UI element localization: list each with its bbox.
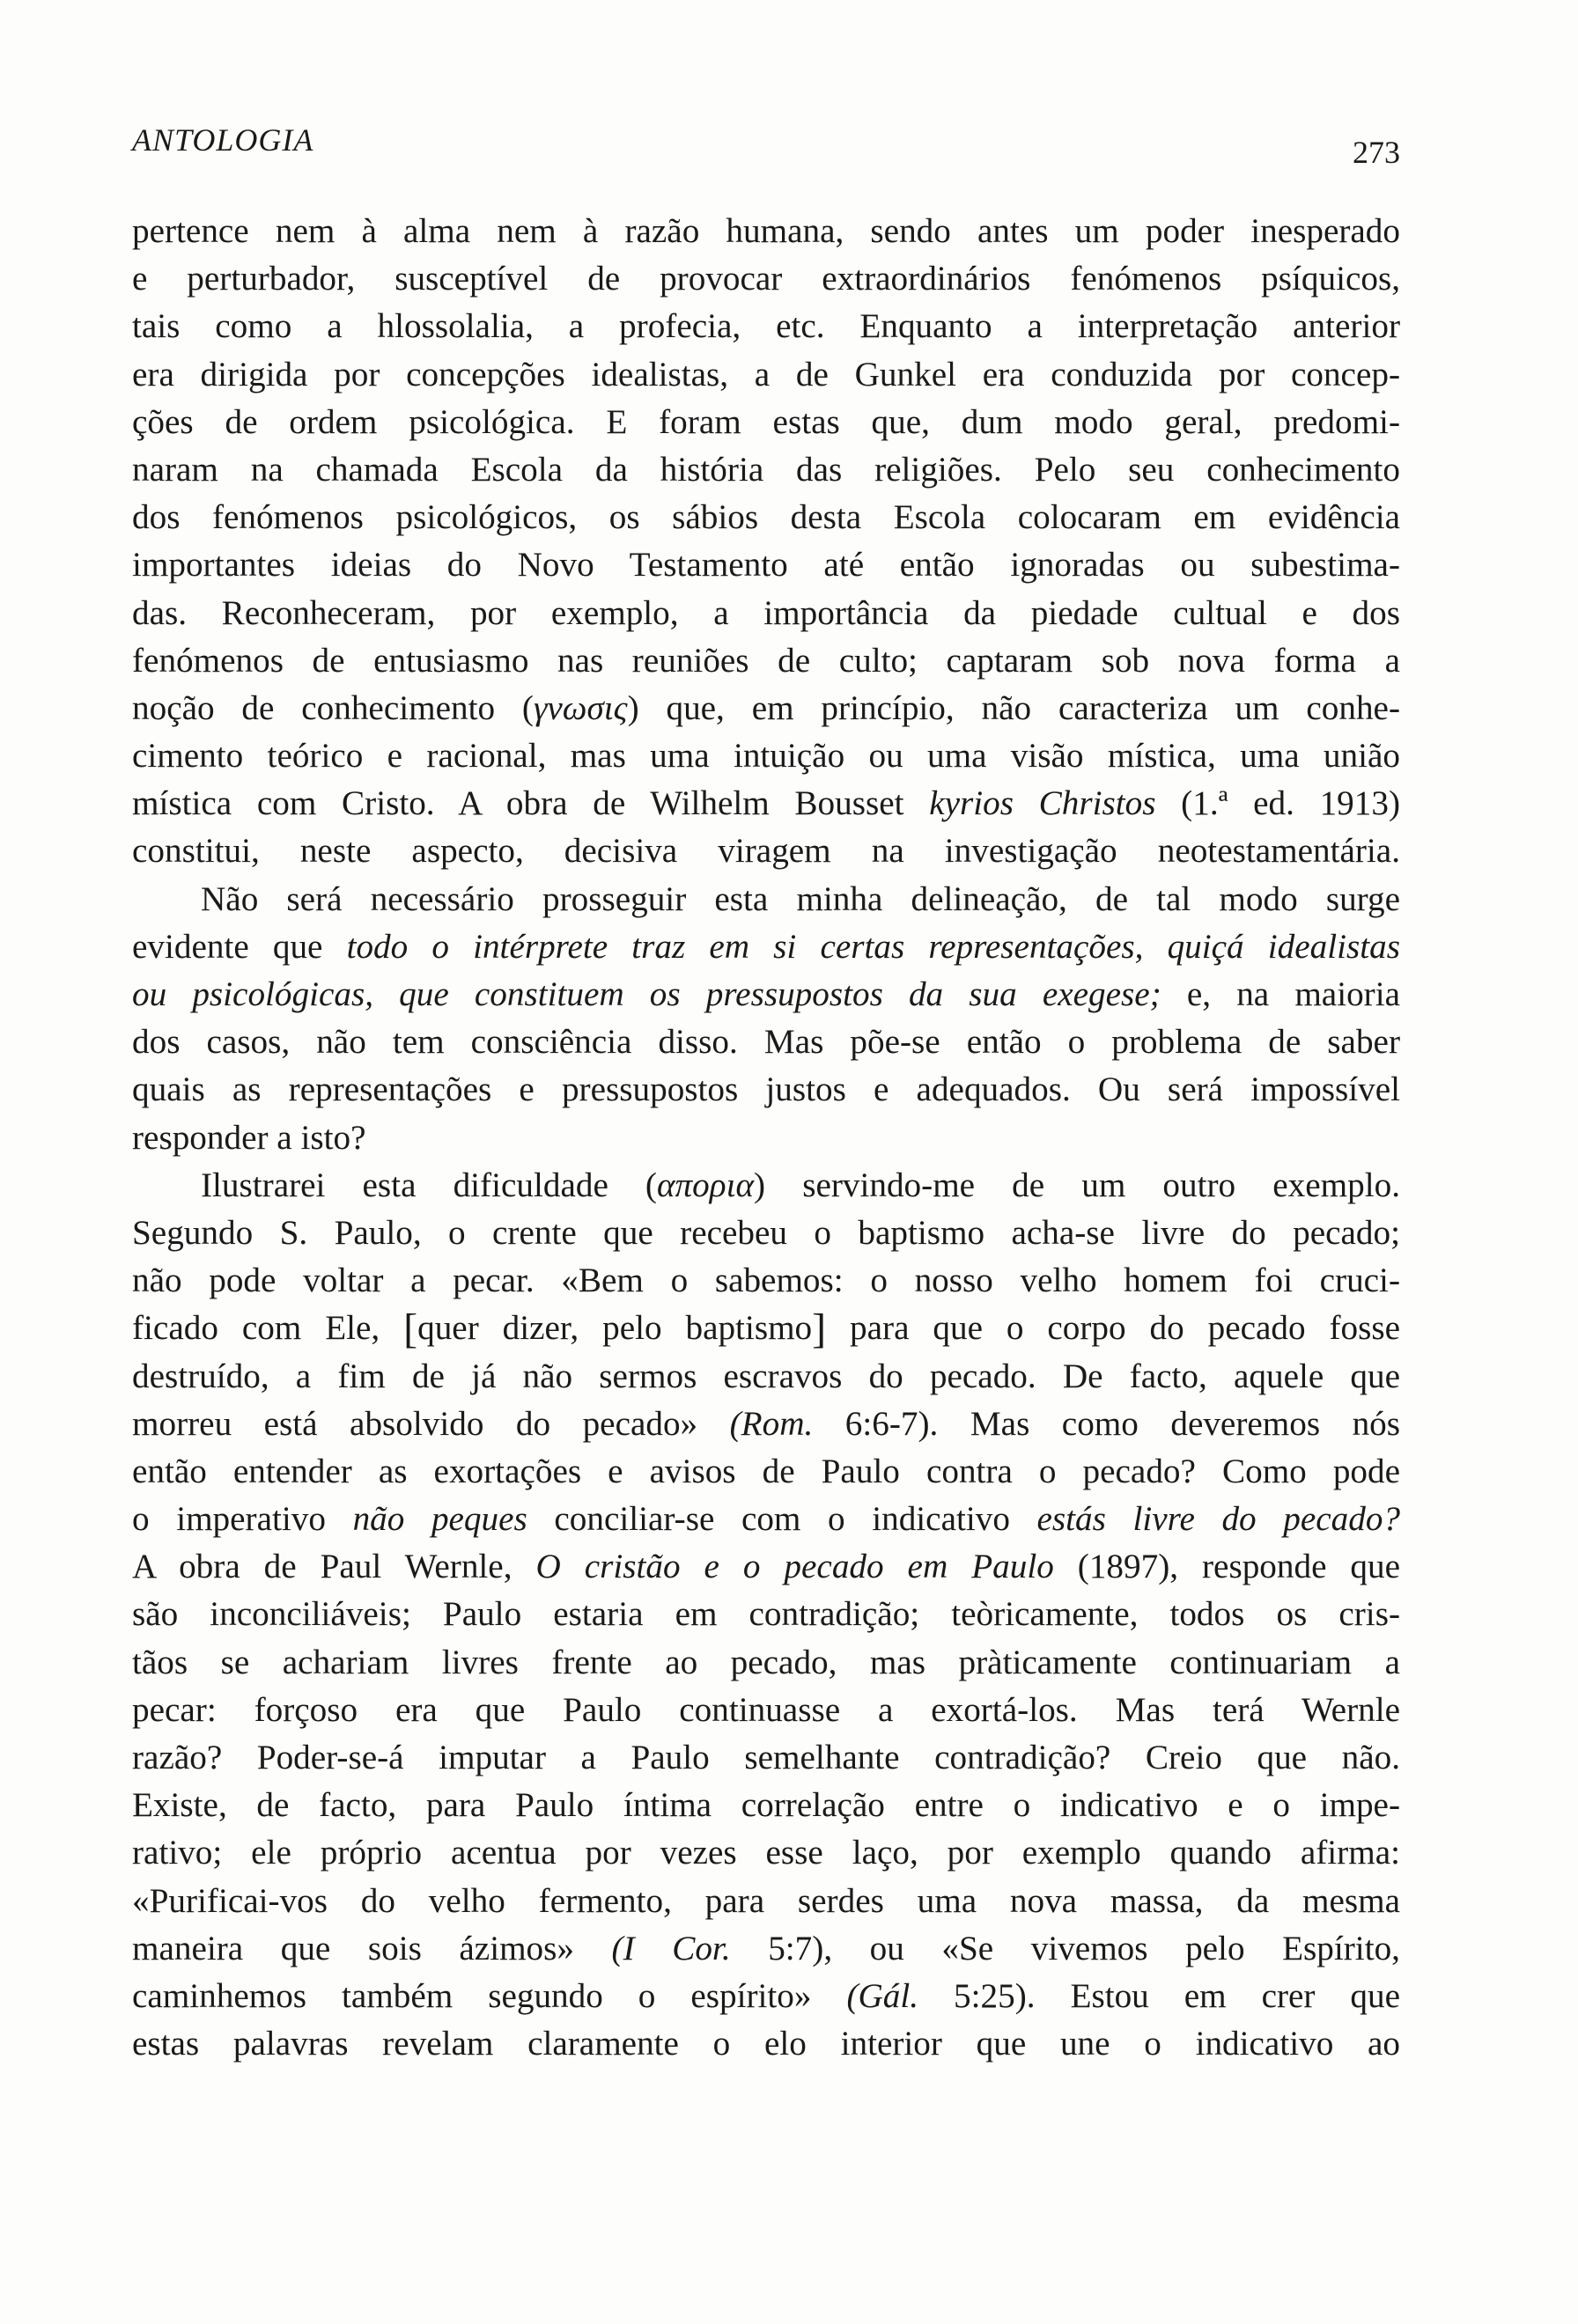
- citation: (I Cor.: [611, 1929, 731, 1967]
- running-header: [132, 121, 1400, 174]
- text-line: pecar: forçoso era que Paulo continuasse a exortá-los. Mas terá Wernle: [132, 1690, 1400, 1729]
- text-line: Ilustrarei esta dificuldade (απορια) servindo-me de um outro exemplo.: [201, 1166, 1400, 1204]
- text-line: destruído, a fim de já não sermos escravos do pecado. De facto, aquele que: [132, 1357, 1400, 1395]
- book-title: kyrios Christos: [929, 784, 1156, 823]
- text-line: razão? Poder-se-á imputar a Paulo semelhante contradição? Creio que não.: [132, 1739, 1400, 1776]
- text-line: A obra de Paul Wernle, O cristão e o pecado em Paulo (1897), responde que: [132, 1548, 1400, 1586]
- citation: (Rom.: [729, 1404, 814, 1443]
- text-line: pertence nem à alma nem à razão humana, sendo antes um poder inesperado: [132, 212, 1400, 250]
- text-line: Segundo S. Paulo, o crente que recebeu o baptismo acha-se livre do pecado;: [132, 1213, 1400, 1252]
- text-line: naram na chamada Escola da história das religiões. Pelo seu conhecimento: [132, 450, 1400, 489]
- text-line: noção de conhecimento (γνωσις) que, em princípio, não caracteriza um conhe-: [132, 688, 1400, 727]
- body-text: [132, 208, 1400, 2068]
- emphasis: todo o intérprete traz em si certas representações, quiçá idealistas: [346, 927, 1400, 966]
- text-line: ficado com Ele, [quer dizer, pelo baptismo] para que o corpo do pecado fosse: [132, 1305, 1400, 1353]
- bracket: ]: [812, 1305, 827, 1353]
- text-line: maneira que sois ázimos» (I Cor. 5:7), ou «Se vivemos pelo Espírito,: [132, 1929, 1400, 1967]
- text-line: responder a isto?: [132, 1118, 366, 1157]
- text-line: tãos se achariam livres frente ao pecado, mas pràticamente continuariam a: [132, 1643, 1400, 1681]
- text-line: das. Reconheceram, por exemplo, a importância da piedade cultual e dos: [132, 593, 1400, 632]
- emphasis: ou psicológicas, que constituem os pressupostos da sua exegese;: [132, 975, 1161, 1013]
- text-line: não pode voltar a pecar. «Bem o sabemos: o nosso velho homem foi cruci-: [132, 1261, 1400, 1300]
- text-line: Não será necessário prosseguir esta minha delineação, de tal modo surge: [201, 879, 1400, 918]
- text-line: são inconciliáveis; Paulo estaria em contradição; teòricamente, todos os cris-: [132, 1595, 1400, 1634]
- running-title: ANTOLOGIA: [132, 122, 314, 158]
- text-line: estas palavras revelam claramente o elo interior que une o indicativo ao: [132, 2025, 1400, 2063]
- text-line: então entender as exortações e avisos de Paulo contra o pecado? Como pode: [132, 1452, 1400, 1490]
- text-line: ou psicológicas, que constituem os pressupostos da sua exegese; e, na maioria: [132, 975, 1401, 1013]
- text-line: «Purificai-vos do velho fermento, para serdes uma nova massa, da mesma: [132, 1881, 1400, 1920]
- emphasis: não peques: [352, 1500, 527, 1539]
- text-line: dos casos, não tem consciência disso. Mas põe-se então o problema de saber: [132, 1023, 1400, 1062]
- greek-term: απορια: [656, 1166, 755, 1204]
- text-line: cimento teórico e racional, mas uma intuição ou uma visão mística, uma união: [132, 737, 1400, 776]
- text-line: mística com Cristo. A obra de Wilhelm Bousset kyrios Christos (1.ª ed. 1913): [132, 784, 1400, 823]
- book-title: O cristão e o pecado em Paulo: [535, 1548, 1054, 1586]
- text-line: Existe, de facto, para Paulo íntima correlação entre o indicativo e o impe-: [132, 1786, 1400, 1825]
- text-line: caminhemos também segundo o espírito» (Gál. 5:25). Estou em crer que: [132, 1976, 1400, 2015]
- text-line: tais como a hlossolalia, a profecia, etc. Enquanto a interpretação anterior: [132, 307, 1400, 346]
- bracket: [: [403, 1305, 418, 1353]
- text-line: morreu está absolvido do pecado» (Rom. 6:6-7). Mas como deveremos nós: [132, 1404, 1401, 1443]
- text-line: dos fenómenos psicológicos, os sábios desta Escola colocaram em evidência: [132, 498, 1400, 537]
- text-line: importantes ideias do Novo Testamento até então ignoradas ou subestima-: [132, 546, 1400, 585]
- text-line: quais as representações e pressupostos justos e adequados. Ou será impossível: [132, 1070, 1400, 1109]
- text-line: evidente que todo o intérprete traz em si certas representações, quiçá idealistas: [132, 927, 1400, 966]
- text-line: ções de ordem psicológica. E foram estas que, dum modo geral, predomi-: [132, 402, 1400, 441]
- emphasis: estás livre do pecado?: [1036, 1500, 1401, 1539]
- text-line: era dirigida por concepções idealistas, a de Gunkel era conduzida por concep-: [132, 355, 1400, 393]
- greek-term: γνωσις: [533, 688, 628, 727]
- page-number: 273: [1353, 135, 1400, 170]
- text-line: e perturbador, susceptível de provocar extraordinários fenómenos psíquicos,: [132, 260, 1400, 298]
- text-line: fenómenos de entusiasmo nas reuniões de culto; captaram sob nova forma a: [132, 641, 1400, 680]
- text-line: o imperativo não peques conciliar-se com o indicativo estás livre do pecado?: [132, 1500, 1401, 1539]
- text-line: rativo; ele próprio acentua por vezes esse laço, por exemplo quando afirma:: [132, 1834, 1400, 1872]
- citation: (Gál.: [846, 1976, 919, 2015]
- text-line: constitui, neste aspecto, decisiva viragem na investigação neotestamentária.: [132, 832, 1400, 871]
